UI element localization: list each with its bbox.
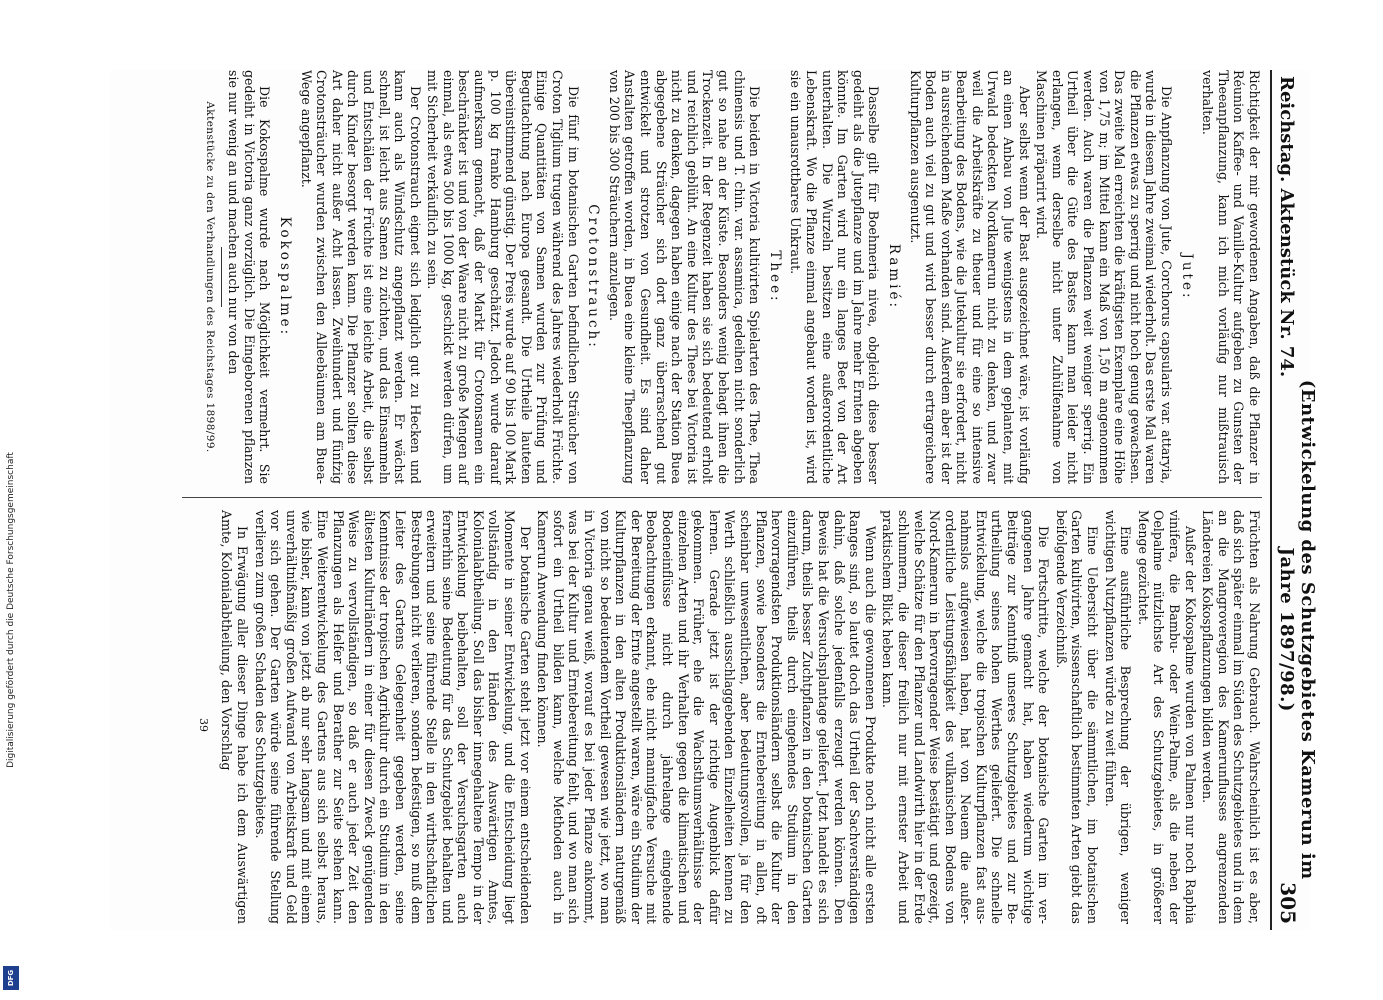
section-heading-thee: Thee:	[766, 250, 783, 304]
paragraph: Wenn auch die gewonnenen Produkte noch nicht alle ersten Ranges sind, so lautet doch das Urtheil der Sachverständigen dahin, daß solche jedenfalls erzeugt werden können. Den Beweis hat die Versuchsplantage geliefert. Jetzt handelt es sich darum, theils besser Zuchtpflanzen in den botanischen Garten einzuführen, theils durch eingehendes Studium in den hervorragendsten Produktionsländern selbst die Kultur der Pflanzen, sowie besonders die Erntebereitung in allen, oft scheinbar unwesentlichen, aber bedeutungsvollen, ja für den Werth schließlich ausschlaggebenden Einzelheiten kennen zu lernen. Gerade jetzt ist der richtige Augenblick dafür gekommen. Früher, ehe die Wachsthumsverhältnisse der einzelnen Arten und ihr Verhalten gegen die klimatischen und Bodeneinflüsse nicht durch jahrelange eingehende Beobachtungen erkannt, ehe nicht mannigfache Versuche mit der Bereitung der Ernte angestellt waren, wäre ein Studium der Kulturpflanzen in den alten Produktionsländern naturgemäß von nicht so bedeutendem Vortheil gewesen wie jetzt, wo man in Victoria genau weiß, worauf es bei jeder Pflanze ankommt, was bei der Kultur und Erntebereitung fehlt, und wo man sich sofort ein Urtheil bilden kann, welche Methoden auch in Kamerun Anwendung finden können.	[535, 510, 878, 924]
paragraph: Aber selbst wenn der Bast ausgezeichnet wäre, ist vorläufig an einen Anbau von Jute wenigstens in dem geplanten, mit Urwald bedeckten Nordkamerun nicht zu denken, und zwar weil die Arbeitskräfte zu theuer und für eine so intensive Bearbeitung des Bodens, wie die Jutekultur sie erfordert, nicht in ausreichendem Maße vorhanden sind. Außerdem aber ist der Boden auch viel zu gut und wird besser durch ertragreichere Kulturpflanzen ausgenutzt.	[907, 70, 1032, 484]
paragraph: Die Fortschritte, welche der botanische Garten im vergangenen Jahre gemacht hat, haben wiederum wichtige Beiträge zur Kenntniß unseres Schutzgebietes und zur Beurtheilung seines hohen Werthes geliefert. Die schnelle Entwickelung, welche die tropischen Kulturpflanzen fast ausnahmslos aufgewiesen haben, hat von Neuem die außerordentliche Leistungsfähigkeit des vulkanischen Bodens von Nord-Kamerun in hervorragender Weise bestätigt und gezeigt, welche Schätze für den Pflanzer und Landwirth hier in der Erde schlummern, die dieser freilich nur mit ernster Arbeit und praktischem Blick heben kann.	[880, 510, 1052, 924]
column-divider	[182, 497, 1262, 498]
text-columns	[152, 70, 1262, 930]
paragraph: Eine ausführliche Besprechung der übrigen, weniger wichtigen Nutzpflanzen würde zu weit führen.	[1102, 510, 1134, 924]
scanned-page	[110, 70, 1318, 930]
paragraph: Früchten als Nahrung Gebrauch. Wahrscheinlich ist es aber, daß sich später einmal im Süden des Schutzgebietes und in dem an die Mangroveregion des Kamerunflusses angrenzenden Ländereien Kokospflanzungen bilden werden.	[1200, 510, 1262, 924]
footnote: Aktenstücke zu den Verhandlungen des Reichstages 1898/99.	[203, 101, 216, 453]
section-heading-croton: Crotonstrauch:	[585, 204, 602, 350]
intro-paragraph: Richtigkeit der mir gewordenen Angaben, daß die Pflanzer in Réunion Kaffee- und Vanille-Kultur aufgeben zu Gunsten der Theeanpflanzung, kann ich mich vorläufig nur mißtrauisch verhalten.	[1200, 70, 1262, 484]
section-heading-ramie: Ramié:	[885, 243, 902, 311]
paragraph: Außer der Kokospalme wurden von Palmen nur noch Raphia vinifera, die Bambu- oder Wein-Palme, als die neben der Oelpalme nützlichste Art des Schutzgebietes, in größerer Menge gezüchtet.	[1135, 510, 1198, 924]
paragraph: Die beiden in Victoria kultivirten Spielarten des Thee, Thea chinensis und T. chin. var. assamica, gedeihen nicht sonderlich gut so nahe an der Küste. Besonders wenig behagt ihnen die Trockenzeit. In der Regenzeit haben sie sich bedeutend erholt und reichlich geblüht. An eine Kultur des Thees bei Victoria ist nicht zu denken, dagegen haben einige nach der Station Buea abgegebene Sträucher sich dort ganz überraschend gut entwickelt und strotzen von Gesundheit. Es sind daher Anstalten getroffen worden, in Buea eine kleine Theepflanzung von 200 bis 300 Sträuchern anzulegen.	[606, 70, 763, 484]
paragraph: Der botanische Garten steht jetzt vor einem entscheidenden Momente in seiner Entwickelung, und die Entscheidung liegt vollständig in den Händen des Auswärtigen Amtes, Kolonialabtheilung. Soll das bisher innegehaltene Tempo in der Entwickelung beibehalten, soll der Versuchsgarten auch fernerhin seine Bedeutung für das Schutzgebiet behalten und erweitern und seine führende Stelle in den wirthschaftlichen Bestrebungen nicht verlieren, sondern befestigen, so muß dem Leiter des Gartens Gelegenheit gegeben werden, seine Kenntnisse der tropischen Agrikultur durch ein Studium in den ältesten Kulturländern in einer für diesen Zweck genügenden Weise zu vervollständigen, so daß er auch jeder Zeit den Pflanzungen als Helfer und Berather zur Seite stehen kann. Eine Weiterentwickelung des Gartens aus sich selbst heraus, wie bisher, kann von jetzt ab nur sehr langsam und mit einem unverhältnißmäßig großen Aufwand von Arbeitskraft und Geld vor sich gehen. Der Garten würde seine führende Stellung verlieren zum großen Schaden des Schutzgebietes.	[252, 510, 533, 924]
paragraph: In Erwägung aller dieser Dinge habe ich dem Auswärtigen Amte, Kolonialabtheilung, den Vorschlag	[219, 510, 250, 924]
section-heading-kokospalme: Kokospalme:	[276, 216, 293, 338]
sheet-number: 39	[196, 718, 210, 732]
header-title: (Entwickelung des Schutzgebietes Kamerun im Jahre 1897/98.)	[1276, 379, 1318, 880]
left-column	[162, 70, 1262, 484]
section-heading-jute: Jute:	[1178, 253, 1195, 301]
dfg-logo-icon: DFG	[3, 966, 19, 990]
digitization-credit	[0, 0, 22, 1000]
paragraph: Die fünf im botanischen Garten befindlichen Sträucher von Croton Tiglium trugen während des Jahres wiederholt Früchte. Einige Quantitäten von Samen wurden zur Prüfung und Begutachtung nach Europa gesandt. Die Urtheile lauteten übereinstimmend günstig. Der Preis wurde auf 90 bis 100 Mark p. 100 kg franko Hamburg geschätzt. Jedoch wurde darauf aufmerksam gemacht, daß der Markt für Crotonsamen ein beschränkter ist und von der Waare nicht zu große Mengen auf einmal, als etwa 500 bis 1000 kg, geschickt werden dürfen, um mit Sicherheit verkäuflich zu sein.	[425, 70, 581, 484]
header-left: Reichstag. Aktenstück Nr. 74.	[1276, 76, 1297, 378]
page-header	[1270, 70, 1318, 930]
credit-text: Digitalisierung gefördert durch die Deutsche Forschungsgemeinschaft	[6, 452, 16, 768]
divider	[221, 247, 222, 307]
paragraph: Eine Uebersicht über die sämmtlichen, im botanischen Garten kultivirten, wissenschaftlich bestimmten Arten giebt das beifolgende Verzeichniß.	[1053, 510, 1101, 924]
paragraph: Dasselbe gilt für Boehmeria nivea, obgleich diese besser gedeiht als die Jutepflanze und im Jahre mehr Ernten abgeben könnte. Im Garten wird nur ein langes Beet von der Art unterhalten. Die Wurzeln besitzen eine außerordentliche Lebenskraft. Wo die Pflanze einmal angebaut worden ist, wird sie ein unausrottbares Unkraut.	[788, 70, 882, 484]
page-number: 305	[1276, 882, 1300, 924]
paragraph: Die Kokospalme wurde nach Möglichkeit vermehrt. Sie gedeiht in Victoria ganz vorzüglich. Die Eingeborenen pflanzen sie nur wenig an und machen auch nur von den	[226, 70, 273, 484]
paragraph: Der Crotonstrauch eignet sich lediglich gut zu Hecken und kann auch als Windschutz angepflanzt werden. Er wächst schnell, ist leicht aus Samen zu züchten, und das Einsammeln und Entschälen der Früchte ist eine leichte Arbeit, die selbst durch Kinder besorgt werden kann. Die Pflanzer sollten diese Art daher nicht außer Acht lassen. Zweihundert und fünfzig Crotonsträucher wurden zwischen den Alleebäumen am Buea-Wege angepflanzt.	[298, 70, 423, 484]
right-column	[162, 510, 1262, 924]
paragraph: Die Anpflanzung von Jute, Corchorus capsularis var. attaryia, wurde in diesem Jahre zweimal wiederholt. Das erste Mal waren die Pflanzen etwas zu sperrig und nicht hoch genug gewachsen. Das zweite Mal erreichten die kräftigsten Exemplare eine Höhe von 1,75 m; im Mittel kann ein Maß von 1,50 m angenommen werden. Auch waren die Pflanzen weit weniger sperrig. Ein Urtheil über die Güte des Bastes kann man leider nicht erlangen, wenn derselbe nicht unter Zuhülfenahme von Maschinen präparirt wird.	[1034, 70, 1175, 484]
